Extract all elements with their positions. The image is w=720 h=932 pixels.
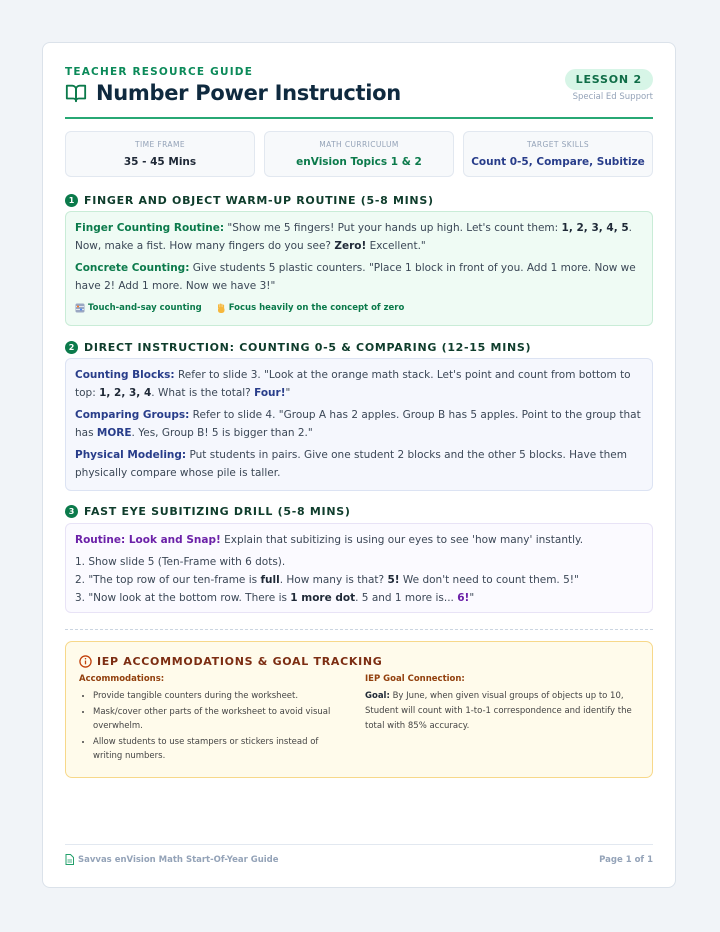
page-title: Number Power Instruction bbox=[96, 81, 401, 105]
stat-target-skills bbox=[463, 131, 653, 177]
section-3-box bbox=[65, 523, 653, 613]
concrete-counting-paragraph bbox=[75, 259, 643, 295]
footer-left bbox=[65, 854, 279, 865]
step-1: 1. Show slide 5 (Ten-Frame with 6 dots). bbox=[75, 556, 286, 568]
section-1-box bbox=[65, 211, 653, 326]
stat-time-frame bbox=[65, 131, 255, 177]
section-number: 1 bbox=[65, 194, 78, 207]
step-text: 2. "The top row of our ten-frame is bbox=[75, 574, 261, 586]
step-text: . How many is that? bbox=[279, 574, 388, 586]
section-title: FAST EYE SUBITIZING DRILL (5-8 MINS) bbox=[84, 505, 351, 518]
tag-label: Touch-and-say counting bbox=[88, 303, 202, 313]
para-text: . What is the total? bbox=[151, 387, 255, 399]
para-bold: Four! bbox=[254, 387, 286, 399]
hand-icon bbox=[216, 303, 226, 314]
para-text: Give students 5 plastic counters. "Place 1 block in front of you. Add 1 more. Now we have 2! Add 1 more. Now we have 3!" bbox=[75, 262, 636, 292]
step-3 bbox=[75, 589, 643, 607]
eyebrow-label: TEACHER RESOURCE GUIDE bbox=[65, 66, 254, 78]
lesson-badge: LESSON 2 bbox=[565, 69, 653, 90]
tag-row bbox=[75, 299, 643, 317]
para-label: Counting Blocks: bbox=[75, 369, 175, 381]
page-content bbox=[65, 43, 653, 887]
para-label: Finger Counting Routine: bbox=[75, 222, 225, 234]
title-row bbox=[65, 81, 401, 105]
tag-touch-and-say bbox=[75, 299, 202, 317]
counting-blocks-paragraph bbox=[75, 366, 643, 402]
resource-page bbox=[42, 42, 676, 888]
comparing-groups-paragraph bbox=[75, 406, 643, 442]
list-item: • Mask/cover other parts of the worksheet to avoid visual overwhelm. bbox=[93, 705, 349, 734]
accommodations-label: Accommodations: bbox=[79, 674, 165, 684]
step-bold: 6! bbox=[457, 592, 470, 604]
list-item: • Allow students to use stampers or stickers instead of writing numbers. bbox=[93, 735, 349, 764]
accommodations-list bbox=[79, 689, 349, 764]
footer-guide-name: Savvas enVision Math Start-Of-Year Guide bbox=[78, 854, 279, 865]
section-2-box bbox=[65, 358, 653, 491]
info-icon bbox=[79, 655, 92, 668]
para-text: " bbox=[285, 387, 291, 399]
para-text: Refer to slide 3. "Look at the orange math stack. Let's point and count from bottom to top: bbox=[75, 369, 631, 399]
document-icon bbox=[65, 854, 74, 865]
para-text: "Show me 5 fingers! Put your hands up high. Let's count them: bbox=[224, 222, 562, 234]
para-label: Concrete Counting: bbox=[75, 262, 190, 274]
goal-column bbox=[365, 674, 645, 734]
para-text: Put students in pairs. Give one student 2 blocks and the other 5 blocks. Have them physically compare whose pile is taller. bbox=[75, 449, 627, 479]
section-number: 3 bbox=[65, 505, 78, 518]
stat-value: 35 - 45 Mins bbox=[123, 156, 197, 168]
step-text: We don't need to count them. 5!" bbox=[399, 574, 579, 586]
stat-label: TARGET SKILLS bbox=[526, 140, 590, 149]
goal-text bbox=[365, 689, 645, 734]
tag-label: Focus heavily on the concept of zero bbox=[228, 303, 405, 313]
goal-label: IEP Goal Connection: bbox=[365, 674, 465, 684]
section-title: FINGER AND OBJECT WARM-UP ROUTINE (5-8 MINS) bbox=[84, 194, 434, 207]
goal-body: By June, when given visual groups of objects up to 10, Student will count with 1-to-1 correspondence and identify the total with 85% accuracy. bbox=[365, 691, 632, 731]
step-text: " bbox=[469, 592, 475, 604]
step-bold: 5! bbox=[387, 574, 400, 586]
header-divider bbox=[65, 117, 653, 119]
para-text: Explain that subitizing is using our eyes to see 'how many' instantly. bbox=[220, 534, 584, 546]
list-item: • Provide tangible counters during the worksheet. bbox=[93, 689, 349, 704]
badge-subtitle: Special Ed Support bbox=[572, 92, 653, 102]
stat-value: Count 0-5, Compare, Subitize bbox=[471, 156, 645, 168]
para-bold: 1, 2, 3, 4, 5 bbox=[561, 222, 629, 234]
step-text: . 5 and 1 more is... bbox=[355, 592, 458, 604]
physical-modeling-paragraph bbox=[75, 446, 643, 482]
para-label: Routine: Look and Snap! bbox=[75, 534, 221, 546]
step-bold: 1 more dot bbox=[290, 592, 356, 604]
section-2-heading bbox=[65, 341, 531, 354]
look-and-snap-paragraph bbox=[75, 531, 643, 549]
section-number: 2 bbox=[65, 341, 78, 354]
page-number: Page 1 of 1 bbox=[599, 855, 653, 865]
para-bold: MORE bbox=[96, 427, 132, 439]
accommodations-column bbox=[79, 674, 349, 765]
para-bold: 1, 2, 3, 4 bbox=[99, 387, 152, 399]
dashed-divider bbox=[65, 629, 653, 630]
stat-curriculum bbox=[264, 131, 454, 177]
iep-title: IEP ACCOMMODATIONS & GOAL TRACKING bbox=[97, 655, 383, 668]
footer-divider bbox=[65, 844, 653, 845]
para-text: Excellent." bbox=[366, 240, 426, 252]
step-text: 3. "Now look at the bottom row. There is bbox=[75, 592, 291, 604]
section-1-heading bbox=[65, 194, 434, 207]
para-text: . Yes, Group B! 5 is bigger than 2." bbox=[131, 427, 313, 439]
stat-label: MATH CURRICULUM bbox=[319, 140, 399, 149]
stat-value: enVision Topics 1 & 2 bbox=[296, 156, 422, 168]
section-3-heading bbox=[65, 505, 351, 518]
iep-heading bbox=[79, 655, 383, 668]
step-bold: full bbox=[260, 574, 280, 586]
section-title: DIRECT INSTRUCTION: COUNTING 0-5 & COMPARING (12-15 MINS) bbox=[84, 341, 532, 354]
goal-bold: Goal: bbox=[365, 691, 390, 701]
tag-focus-zero bbox=[216, 299, 405, 317]
abacus-icon bbox=[75, 303, 85, 313]
para-bold: Zero! bbox=[334, 240, 367, 252]
stat-label: TIME FRAME bbox=[135, 140, 185, 149]
stats-row bbox=[65, 131, 653, 177]
para-text: . Now, make a fist. How many fingers do you see? bbox=[75, 222, 632, 252]
step-2 bbox=[75, 571, 643, 589]
para-label: Comparing Groups: bbox=[75, 409, 190, 421]
iep-panel bbox=[65, 641, 653, 778]
book-icon bbox=[65, 82, 87, 104]
finger-counting-paragraph bbox=[75, 219, 643, 255]
para-label: Physical Modeling: bbox=[75, 449, 187, 461]
para-text: Refer to slide 4. "Group A has 2 apples. Group B has 5 apples. Point to the group that has bbox=[75, 409, 641, 439]
